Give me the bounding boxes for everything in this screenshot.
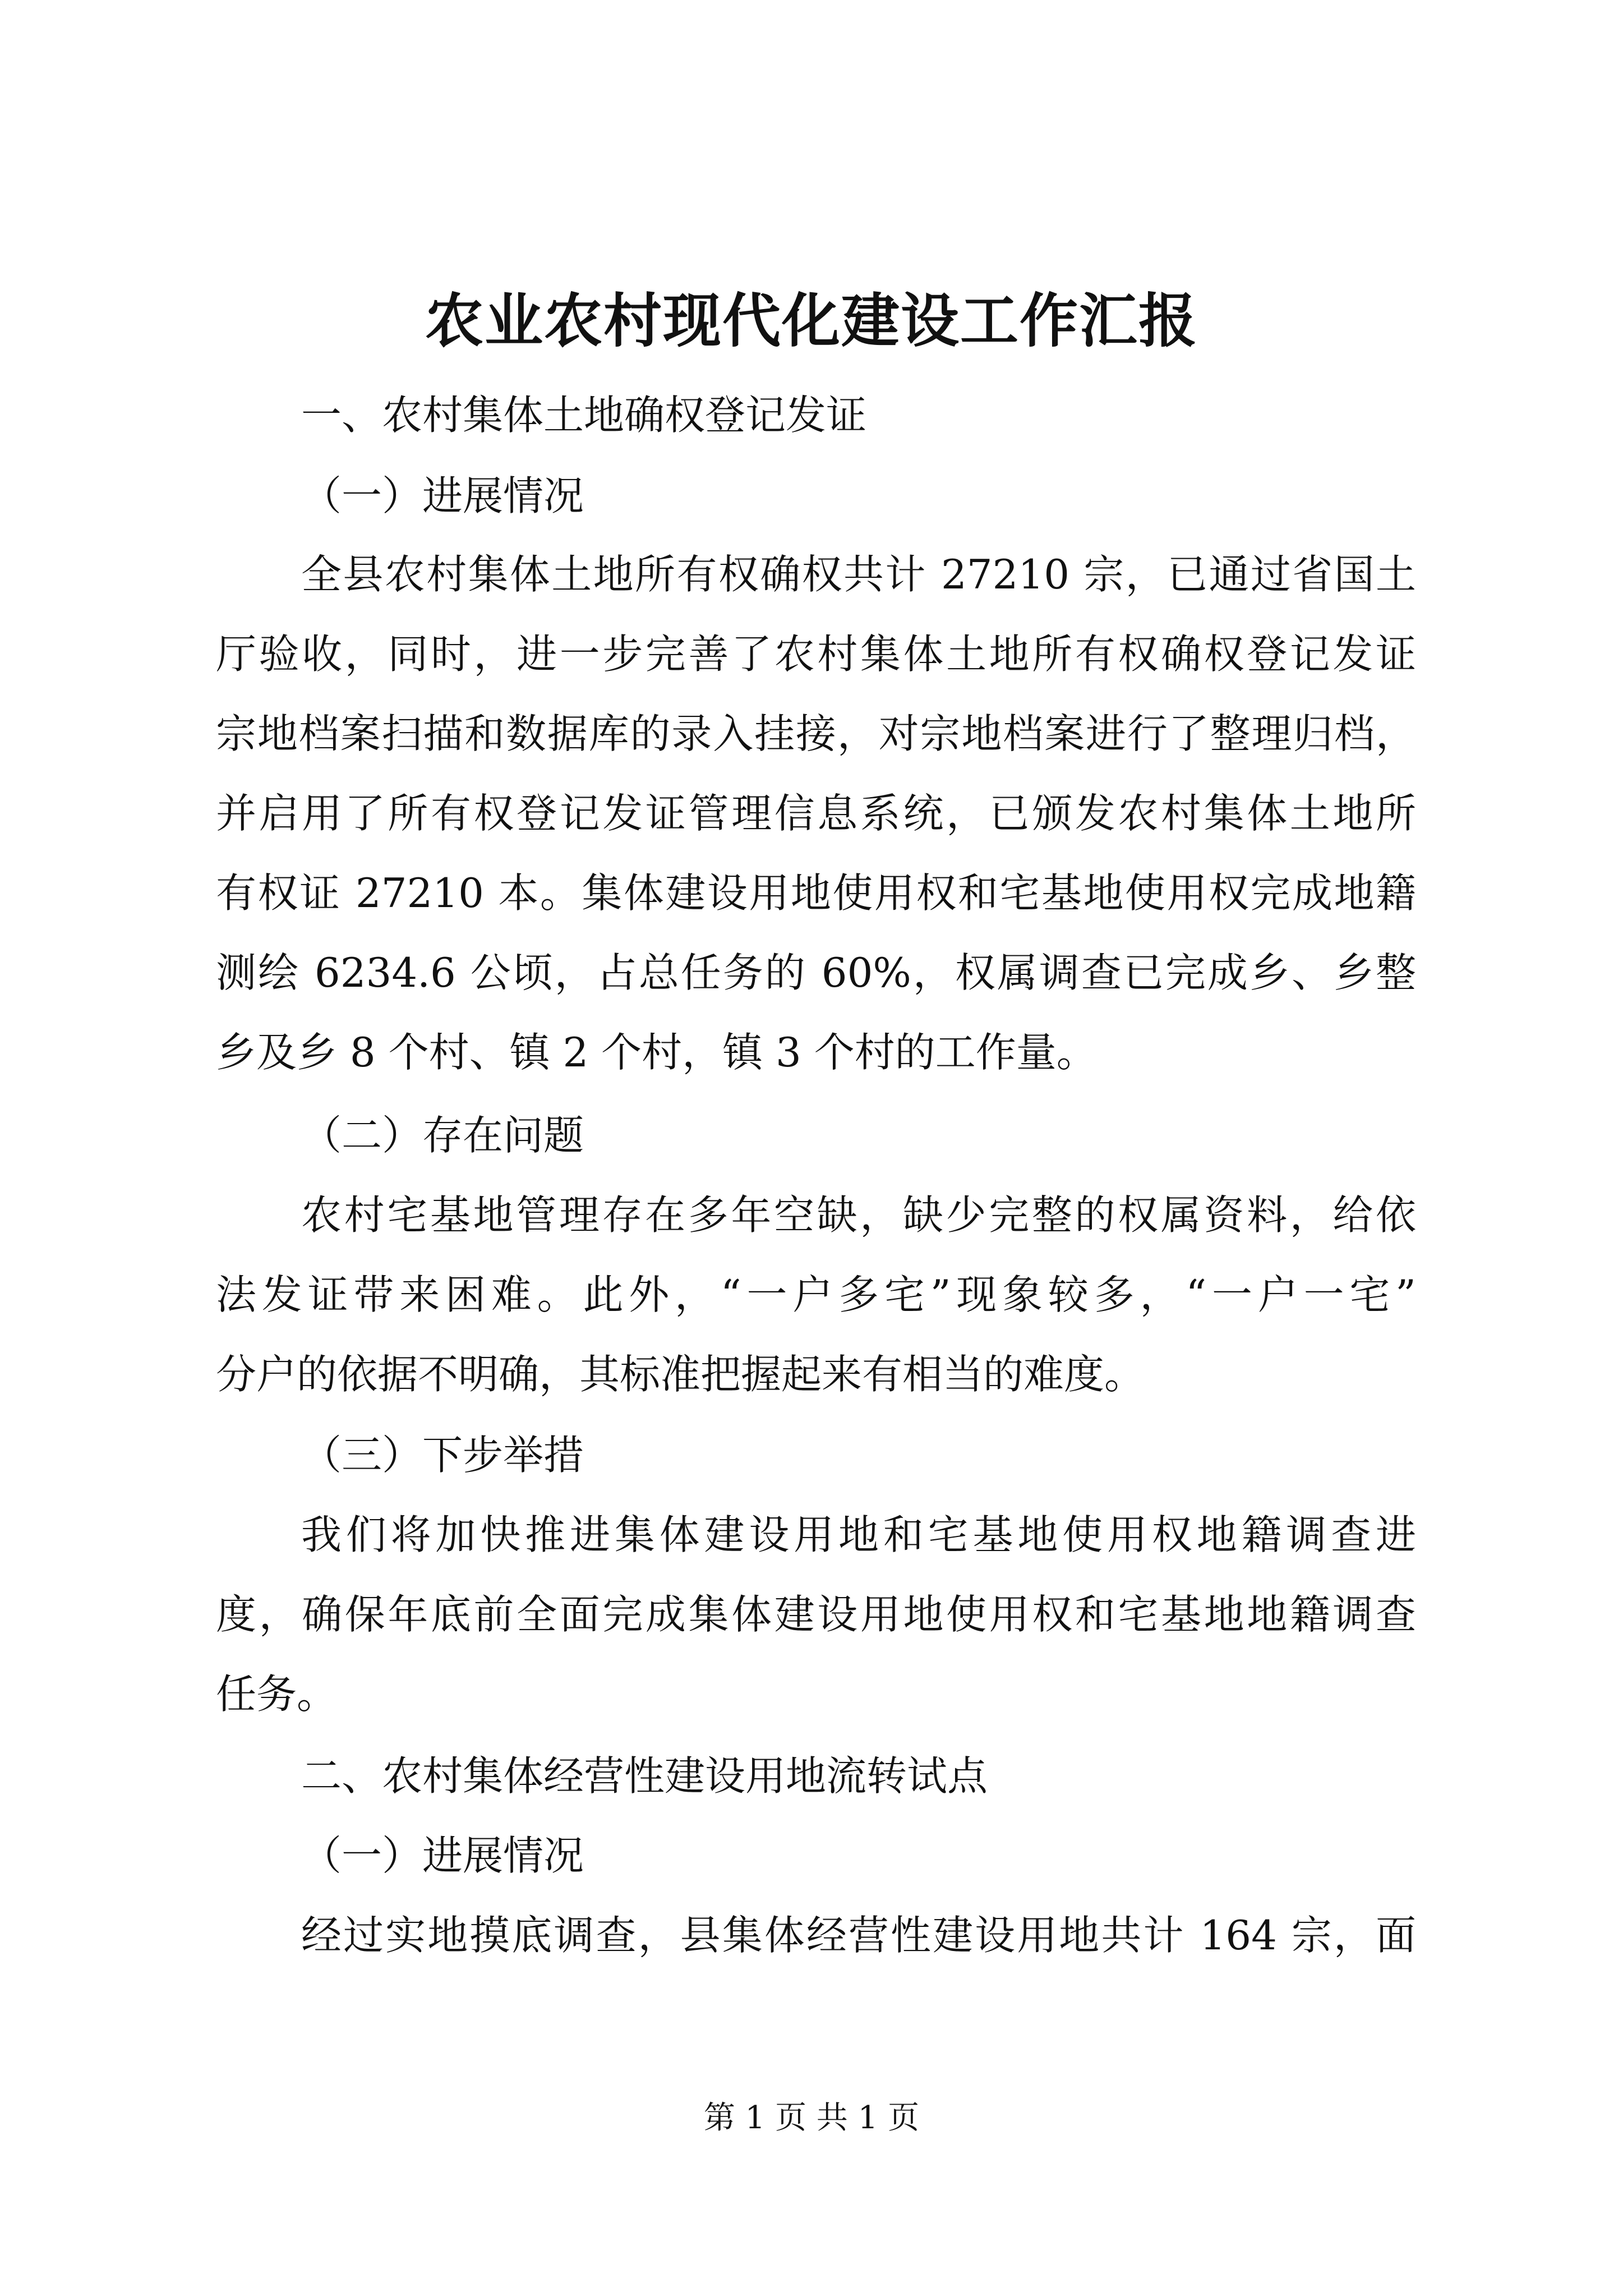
- section-heading: 二、农村集体经营性建设用地流转试点: [301, 1752, 988, 1800]
- paragraph-line: 宗地档案扫描和数据库的录入挂接，对宗地档案进行了整理归档，: [216, 710, 1416, 757]
- subsection-heading: （一）进展情况: [301, 1832, 584, 1879]
- subsection-heading: （一）进展情况: [301, 472, 584, 519]
- paragraph-line: 全县农村集体土地所有权确权共计 27210 宗，已通过省国土: [301, 551, 1416, 598]
- paragraph-line: 厅验收，同时，进一步完善了农村集体土地所有权确权登记发证: [216, 631, 1416, 678]
- paragraph-line: 我们将加快推进集体建设用地和宅基地使用权地籍调查进: [301, 1511, 1416, 1558]
- subsection-heading: （三）下步举措: [301, 1432, 584, 1479]
- paragraph-line: 经过实地摸底调查，县集体经营性建设用地共计 164 宗，面: [301, 1912, 1416, 1959]
- paragraph-line: 测绘 6234.6 公顷，占总任务的 60%，权属调查已完成乡、乡整: [216, 949, 1416, 996]
- paragraph-line: 分户的依据不明确，其标准把握起来有相当的难度。: [216, 1351, 1145, 1398]
- paragraph-line: 度，确保年底前全面完成集体建设用地使用权和宅基地地籍调查: [216, 1591, 1416, 1638]
- page-number-footer: 第 1 页 共 1 页: [703, 2100, 920, 2136]
- section-heading: 一、农村集体土地确权登记发证: [301, 392, 867, 439]
- subsection-heading: （二）存在问题: [301, 1112, 584, 1159]
- document-title: 农业农村现代化建设工作汇报: [425, 286, 1198, 355]
- paragraph-line: 法发证带来困难。此外，“一户多宅”现象较多，“一户一宅”: [216, 1271, 1416, 1318]
- paragraph-line: 农村宅基地管理存在多年空缺，缺少完整的权属资料，给依: [301, 1191, 1416, 1239]
- paragraph-line: 乡及乡 8 个村、镇 2 个村，镇 3 个村的工作量。: [216, 1029, 1097, 1076]
- paragraph-line: 任务。: [216, 1671, 338, 1718]
- paragraph-line: 有权证 27210 本。集体建设用地使用权和宅基地使用权完成地籍: [216, 869, 1416, 917]
- paragraph-line: 并启用了所有权登记发证管理信息系统，已颁发农村集体土地所: [216, 790, 1416, 837]
